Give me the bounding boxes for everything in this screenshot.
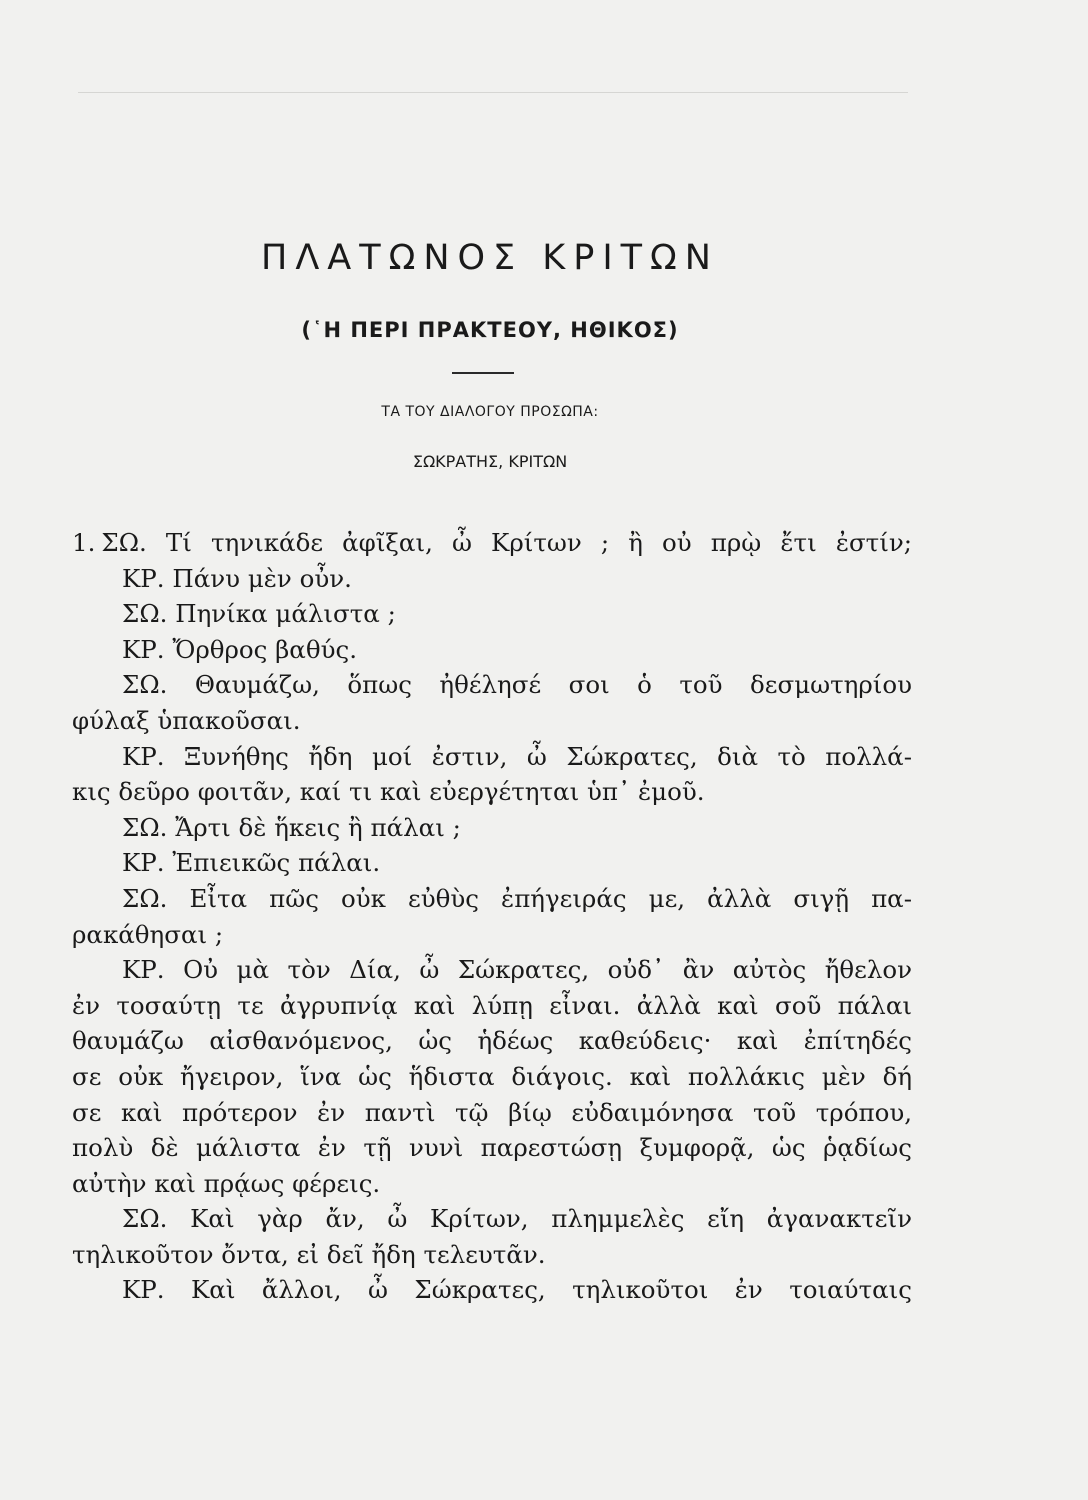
dialogue-line: κις δεῦρο φοιτᾶν, καί τι καὶ εὐεργέτηται ὑπ᾽ ἐμοῦ. [72,777,705,807]
dialogue-line: ΚΡ. Ξυνήθης ἤδη μοί ἐστιν, ὦ Σώκρατες, διὰ τὸ πολλά- [122,741,912,771]
dialogue-line: σε οὐκ ἤγειρον, ἵνα ὡς ἥδιστα διάγοις. καὶ πολλάκις μὲν δή [72,1061,912,1091]
dialogue-line: ρακάθησαι ; [72,919,224,949]
persons-list: ΣΩΚΡΑΤΗΣ, ΚΡΙΤΩΝ [412,452,568,471]
section-number: 1. [72,528,96,557]
dialogue-line: φύλαξ ὑπακοῦσαι. [72,705,301,735]
dialogue-line: ΚΡ. Καὶ ἄλλοι, ὦ Σώκρατες, τηλικοῦτοι ἐν τοιαύταις [122,1275,912,1305]
dialogue-line [72,525,912,561]
dialogue-line: ΣΩ. Ἄρτι δὲ ἥκεις ἢ πάλαι ; [122,812,461,842]
dialogue-text [72,525,912,1308]
dialogue-line: αὐτὴν καὶ πρᾴως φέρεις. [72,1168,381,1198]
dialogue-line: πολὺ δὲ μάλιστα ἐν τῇ νυνὶ παρεστώσῃ ξυμφορᾷ, ὡς ῥᾳδίως [72,1133,912,1163]
dialogue-line: ἐν τοσαύτῃ τε ἀγρυπνίᾳ καὶ λύπῃ εἶναι. ἀλλὰ καὶ σοῦ πάλαι [72,990,912,1020]
dialogue-line: ΚΡ. Ὄρθρος βαθύς. [122,634,357,664]
dialogue-line: ΚΡ. Ἐπιεικῶς πάλαι. [122,848,381,878]
dialogue-line-text: ΣΩ. Τί τηνικάδε ἀφῖξαι, ὦ Κρίτων ; ἢ οὐ πρῲ ἔτι ἐστίν; [101,528,912,557]
page-subtitle: (῾Η ΠΕΡΙ ΠΡΑΚΤΕΟΥ, ΗΘΙΚΟΣ) [301,318,679,342]
dialogue-line: ΚΡ. Οὐ μὰ τὸν Δία, ὦ Σώκρατες, οὐδ᾽ ἂν αὐτὸς ἤθελον [122,955,912,985]
persons-heading: ΤΑ ΤΟΥ ΔΙΑΛΟΓΟΥ ΠΡΟΣΩΠΑ: [381,404,599,420]
bleed-through-rule [78,92,908,93]
dialogue-line: ΣΩ. Θαυμάζω, ὅπως ἠθέλησέ σοι ὁ τοῦ δεσμωτηρίου [122,670,912,700]
dialogue-line: ΣΩ. Εἶτα πῶς οὐκ εὐθὺς ἐπήγειράς με, ἀλλὰ σιγῇ πα- [122,883,912,913]
dialogue-line: ΣΩ. Καὶ γὰρ ἄν, ὦ Κρίτων, πλημμελὲς εἴη ἀγανακτεῖν [122,1204,912,1234]
page-title: ΠΛΑΤΩΝΟΣ ΚΡΙΤΩΝ [261,238,719,278]
dialogue-line: ΚΡ. Πάνυ μὲν οὖν. [122,563,352,593]
dialogue-line: τηλικοῦτον ὄντα, εἰ δεῖ ἤδη τελευτᾶν. [72,1239,546,1269]
dialogue-line: θαυμάζω αἰσθανόμενος, ὡς ἡδέως καθεύδεις· καὶ ἐπίτηδές [72,1026,912,1056]
dialogue-line: ΣΩ. Πηνίκα μάλιστα ; [122,599,396,629]
dialogue-line: σε καὶ πρότερον ἐν παντὶ τῷ βίῳ εὐδαιμόνησα τοῦ τρόπου, [72,1097,912,1127]
title-divider [452,372,514,374]
